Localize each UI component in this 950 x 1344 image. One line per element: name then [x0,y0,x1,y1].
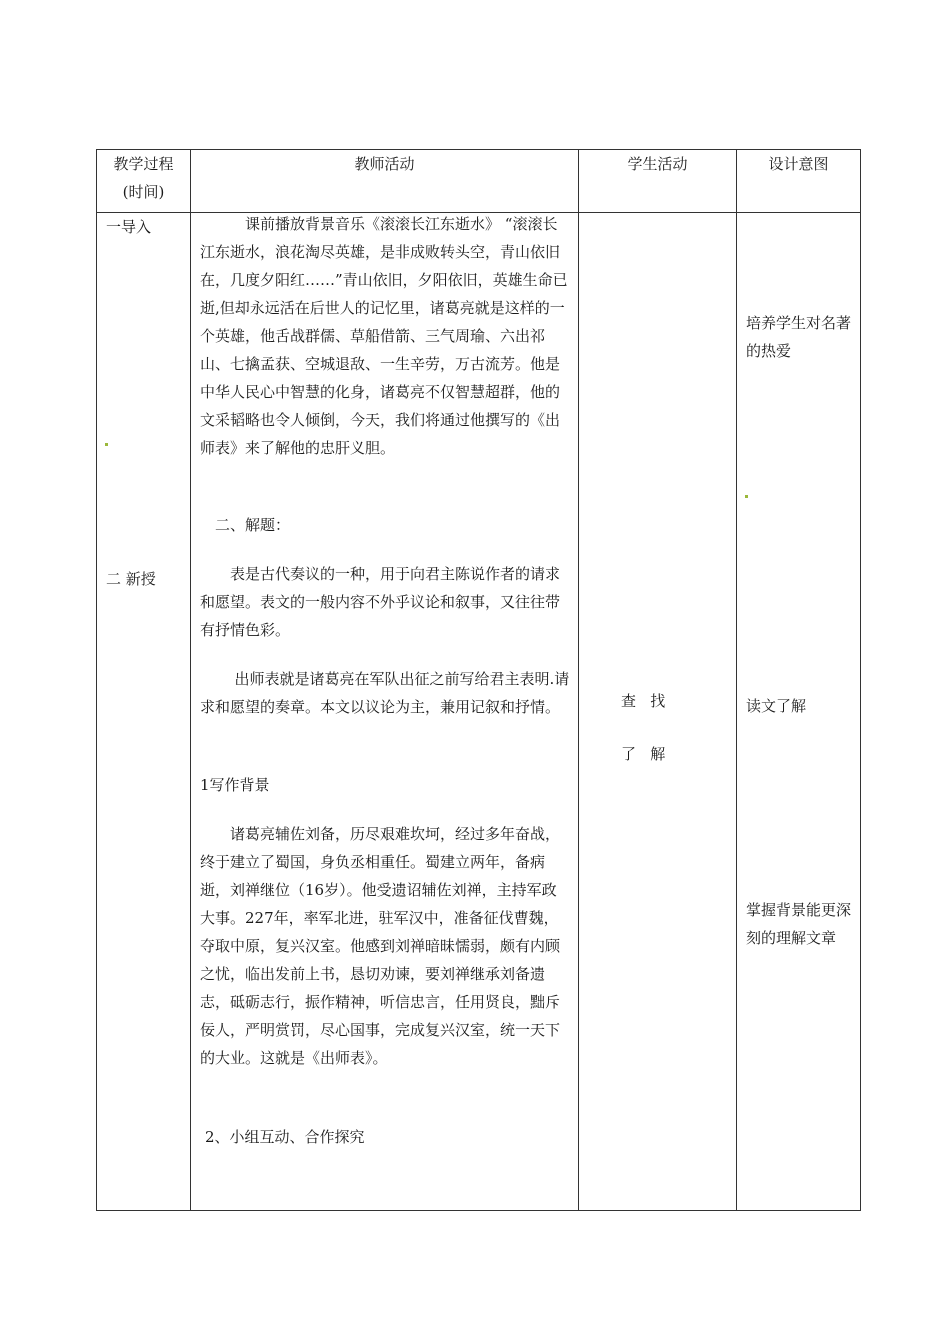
teacher-cell [191,213,579,1211]
header-design: 设计意图 [737,150,861,213]
design-intent-1-text: 培养学生对名著的热爱 [746,314,852,360]
section-jieti: 二、解题： [215,516,291,534]
header-time-label: (时间) [122,183,165,201]
stray-dot [745,495,748,498]
biao-paragraph [200,560,570,644]
step-new-label: 二 新授 [106,570,156,588]
header-teacher: 教师活动 [191,150,579,213]
design-intent-3-text: 掌握背景能更深刻的理解文章 [746,901,852,947]
background-text: 诸葛亮辅佐刘备，历尽艰难坎坷，经过多年奋战，终于建立了蜀国，身负丞相重任。蜀建立两年，备病逝，刘禅继位（16岁）。他受遗诏辅佐刘禅，主持军政大事。227年，率军北进，驻军汉中，准备征伐曹魏，夺取中原，复兴汉室。他感到刘禅暗昧懦弱，颇有内顾之忧，临出发前上书，恳切劝谏，要刘禅继承刘备遗志，砥砺志行，振作精神，听信忠言，任用贤良，黜斥佞人，严明赏罚，尽心国事，完成复兴汉室，统一天下的大业。这就是《出师表》。 [200,825,561,1067]
student-activity-find: 查 找 [621,692,666,710]
design-intent-2: 读文了解 [746,697,807,715]
intro-paragraph [200,210,570,462]
design-intent-3 [746,896,856,952]
chushibiao-text: 出师表就是诸葛亮在军队出征之前写给君主表明.请求和愿望的奏章。本文以议论为主，兼用记叙和抒情。 [200,670,570,716]
chushibiao-paragraph [200,665,570,721]
intro-text: 课前播放背景音乐《滚滚长江东逝水》 “滚滚长江东逝水，浪花淘尽英雄，是非成败转头空，青山依旧在，几度夕阳红……”青山依旧，夕阳依旧，英雄生命已逝,但却永远活在后世人的记忆里，诸葛亮就是这样的一个英雄，他舌战群儒、草船借箭、三气周瑜、六出祁山、七擒孟获、空城退敌、一生辛劳，万古流芳。他是中华人民心中智慧的化身，诸葛亮不仅智慧超群，他的文采韬略也令人倾倒，今天，我们将通过他撰写的《出师表》来了解他的忠肝义胆。 [200,215,568,457]
header-student: 学生活动 [579,150,737,213]
process-cell [97,213,191,1211]
student-activity-understand: 了 解 [621,745,666,763]
header-process-label: 教学过程 [113,155,174,173]
group-activity: 2、小组互动、合作探究 [205,1128,365,1146]
header-process [97,150,191,213]
lesson-plan-table [96,149,861,1211]
background-title: 1写作背景 [200,776,270,794]
stray-dot [105,443,108,446]
design-cell [737,213,861,1211]
design-intent-1 [746,309,856,365]
step-intro-label: 一导入 [106,218,152,236]
background-paragraph [200,820,570,1072]
table-body-row [97,213,861,1211]
biao-text: 表是古代奏议的一种，用于向君主陈说作者的请求和愿望。表文的一般内容不外乎议论和叙事，又往往带有抒情色彩。 [200,565,561,639]
table-header-row [97,150,861,213]
student-cell [579,213,737,1211]
